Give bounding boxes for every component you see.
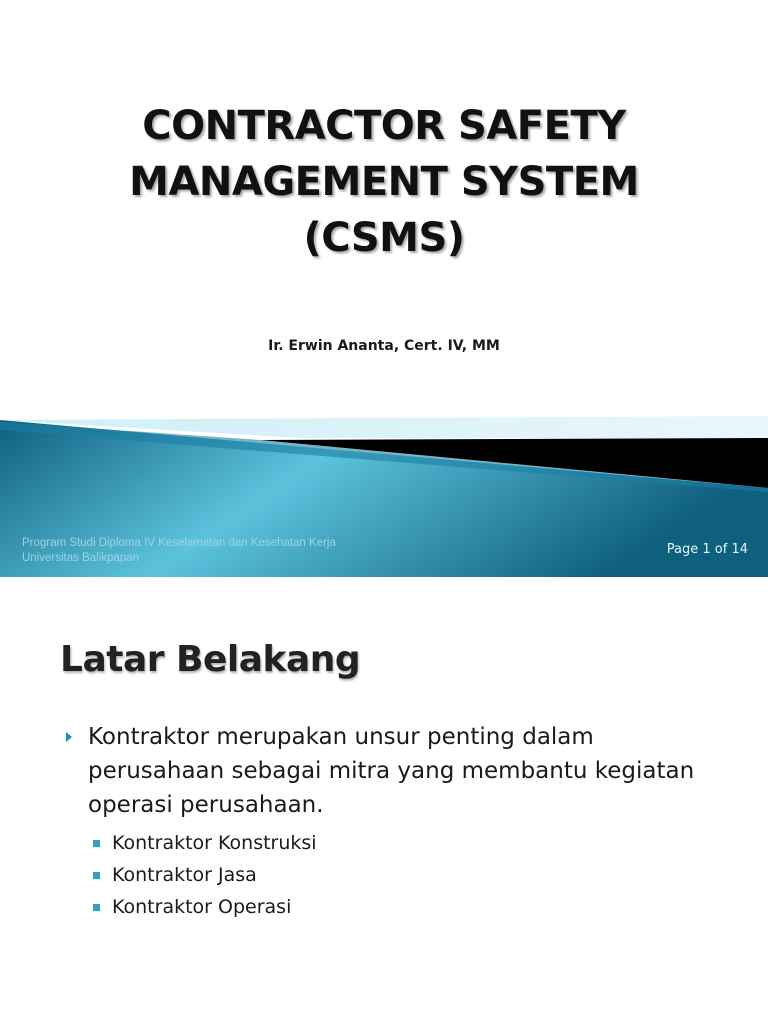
list-item (93, 891, 317, 923)
list-item (93, 827, 317, 859)
footer-line: Universitas Balikpapan (22, 552, 139, 564)
title-line: MANAGEMENT SYSTEM (129, 159, 639, 205)
slide-title (0, 98, 768, 266)
square-bullet-icon (93, 840, 100, 847)
square-bullet-icon (93, 872, 100, 879)
triangle-bullet-icon (66, 732, 72, 742)
sub-bullet-list (93, 827, 317, 923)
list-item (93, 859, 317, 891)
footer-institution (22, 536, 442, 566)
square-bullet-icon (93, 904, 100, 911)
author-name: Ir. Erwin Ananta, Cert. IV, MM (268, 338, 500, 354)
page-indicator: Page 1 of 14 (666, 542, 748, 557)
bullet-text: Kontraktor merupakan unsur penting dalam perusahaan sebagai mitra yang membantu kegiatan operasi perusahaan. (88, 724, 695, 818)
title-line: CONTRACTOR SAFETY (142, 103, 626, 149)
title-line: (CSMS) (303, 215, 465, 261)
list-item (66, 720, 746, 822)
sub-bullet-text: Kontraktor Konstruksi (112, 832, 317, 854)
sub-bullet-text: Kontraktor Operasi (112, 896, 292, 918)
section-title: Latar Belakang (60, 639, 361, 680)
slide-2 (0, 577, 768, 1024)
footer-line: Program Studi Diploma IV Keselamatan dan Kesehatan Kerja (22, 537, 336, 549)
bullet-list (66, 720, 746, 822)
sub-bullet-text: Kontraktor Jasa (112, 864, 257, 886)
